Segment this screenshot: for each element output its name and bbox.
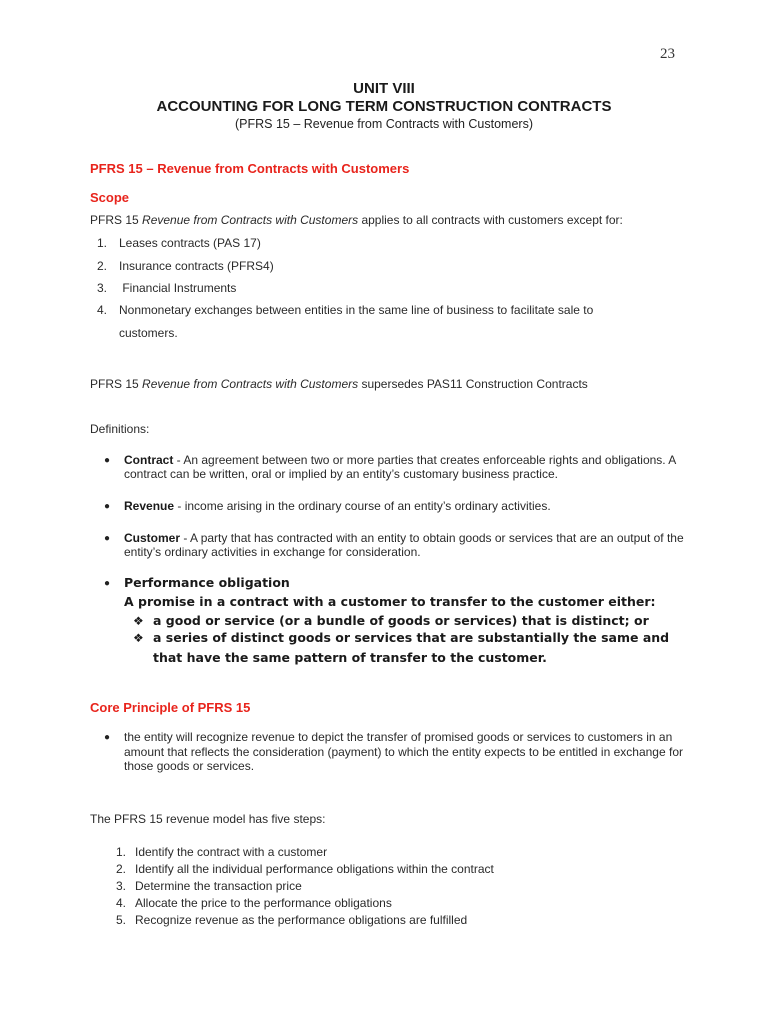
model-step-number: 4. [116, 896, 127, 910]
bullet-dot-icon: ● [104, 578, 111, 589]
scope-item [97, 281, 236, 295]
scope-item-text: Insurance contracts (PFRS4) [119, 259, 274, 273]
supersedes-italic: Revenue from Contracts with Customers [142, 377, 359, 391]
definition-term: Customer [124, 531, 181, 545]
scope-intro-prefix: PFRS 15 [90, 213, 143, 227]
page-subtitle: (PFRS 15 – Revenue from Contracts with Customers) [234, 117, 534, 131]
bullet-dot-icon: ● [104, 533, 111, 544]
scope-item-text: Financial Instruments [119, 281, 237, 295]
definition-contract [124, 453, 684, 481]
page-number: 23 [660, 46, 675, 62]
model-step [116, 862, 494, 876]
scope-item-number: 2. [97, 259, 108, 273]
performance-sub-item: a good or service (or a bundle of goods or services) that is distinct; or [153, 613, 649, 628]
bullet-dot-icon: ● [104, 501, 111, 512]
page-title: ACCOUNTING FOR LONG TERM CONSTRUCTION CONTRACTS [156, 98, 612, 115]
model-intro: The PFRS 15 revenue model has five steps: [90, 812, 326, 826]
scope-item [97, 236, 261, 250]
definitions-label: Definitions: [90, 422, 150, 436]
scope-item [97, 303, 593, 317]
scope-item-text: Nonmonetary exchanges between entities in the same line of business to facilitate sale to [119, 303, 594, 317]
model-step-number: 2. [116, 862, 127, 876]
model-step-text: Recognize revenue as the performance obligations are fulfilled [135, 913, 468, 927]
model-step-number: 1. [116, 845, 127, 859]
section-heading-scope: Scope [90, 190, 130, 205]
supersedes-prefix: PFRS 15 [90, 377, 143, 391]
supersedes-note [90, 377, 588, 391]
supersedes-suffix: supersedes PAS11 Construction Contracts [358, 377, 588, 391]
section-heading-pfrs15: PFRS 15 – Revenue from Contracts with Customers [90, 161, 410, 176]
scope-intro-suffix: applies to all contracts with customers except for: [358, 213, 623, 227]
definition-term: Revenue [124, 499, 175, 513]
scope-item-continuation: customers. [119, 326, 178, 340]
model-step [116, 896, 392, 910]
model-step-text: Identify all the individual performance obligations within the contract [135, 862, 494, 876]
bullet-dot-icon: ● [104, 455, 111, 466]
definition-performance-term: Performance obligation [124, 575, 290, 590]
scope-item-number: 1. [97, 236, 108, 250]
unit-label: UNIT VIII [353, 80, 415, 97]
scope-item [97, 259, 274, 273]
four-diamond-icon: ❖ [133, 614, 144, 628]
model-step-text: Identify the contract with a customer [135, 845, 328, 859]
core-principle-text: the entity will recognize revenue to depict the transfer of promised goods or services to customers in an amount that reflects the consideration (payment) to which the entity expects to be entitled in exchange for those goods or services. [124, 730, 683, 773]
bullet-dot-icon: ● [104, 732, 111, 743]
four-diamond-icon: ❖ [133, 631, 144, 645]
definition-term: Contract [124, 453, 174, 467]
scope-item-text: Leases contracts (PAS 17) [119, 236, 261, 250]
definition-text: - A party that has contracted with an entity to obtain goods or services that are an output of the entity’s ordinary activities in exchange for consideration. [124, 531, 684, 559]
model-step [116, 913, 467, 927]
performance-sub-item: a series of distinct goods or services that are substantially the same and that have the same pattern of transfer to the customer. [153, 630, 670, 665]
model-step-number: 5. [116, 913, 127, 927]
scope-item-number: 4. [97, 303, 108, 317]
definition-revenue [124, 499, 684, 513]
definition-performance-text: A promise in a contract with a customer to transfer to the customer either: [124, 594, 656, 609]
section-heading-core-principle: Core Principle of PFRS 15 [90, 700, 251, 715]
model-step-text: Determine the transaction price [135, 879, 302, 893]
model-step [116, 879, 302, 893]
scope-item-number: 3. [97, 281, 108, 295]
definition-text: - An agreement between two or more parties that creates enforceable rights and obligations. A contract can be written, oral or implied by an entity’s customary business practice. [124, 453, 676, 481]
scope-intro [90, 213, 623, 227]
model-step-number: 3. [116, 879, 127, 893]
scope-intro-italic: Revenue from Contracts with Customers [142, 213, 359, 227]
model-step-text: Allocate the price to the performance obligations [135, 896, 392, 910]
model-step [116, 845, 327, 859]
definition-text: - income arising in the ordinary course of an entity’s ordinary activities. [174, 499, 551, 513]
definition-customer [124, 531, 684, 559]
